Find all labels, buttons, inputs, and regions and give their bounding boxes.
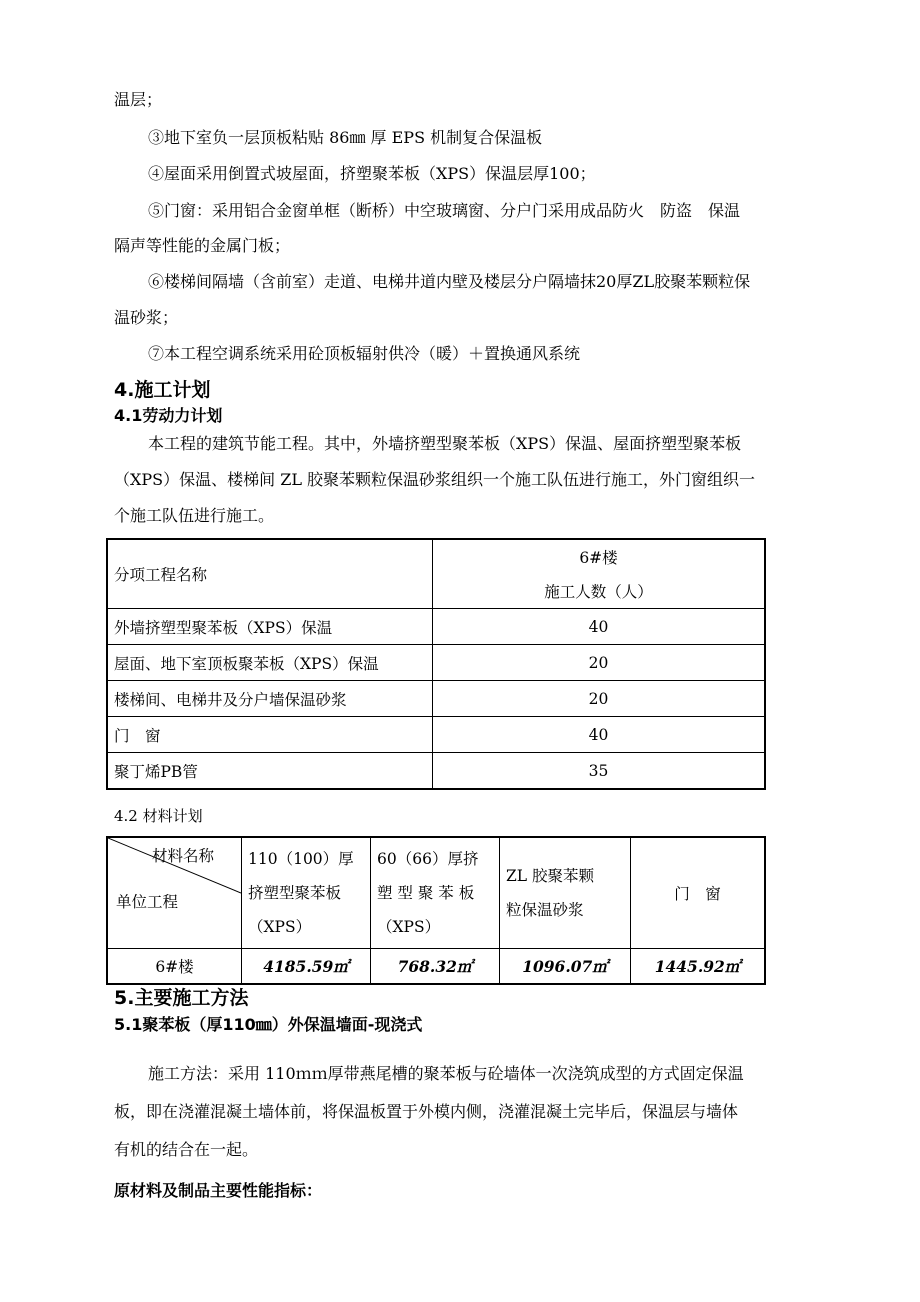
labor-plan-table <box>106 538 766 790</box>
paragraph-item-5-line1: ⑤门窗：采用铝合金窗单框（断桥）中空玻璃窗、分户门采用成品防火 防盗 保温 <box>148 201 741 220</box>
section-5-1-text-line3: 有机的结合在一起。 <box>114 1140 259 1159</box>
paragraph-item-3: ③地下室负一层顶板粘贴 86㎜ 厚 EPS 机制复合保温板 <box>148 128 543 147</box>
table-row <box>107 717 765 753</box>
material-row-label: 6#楼 <box>107 949 242 985</box>
material-value-zl-mortar: 1096.07㎡ <box>500 949 631 985</box>
material-col-xps-60 <box>371 837 500 949</box>
material-value-doors-windows: 1445.92㎡ <box>631 949 766 985</box>
material-table-header <box>107 837 765 949</box>
table-row <box>107 949 765 985</box>
col-line: （XPS） <box>248 918 312 936</box>
labor-item-count: 35 <box>433 753 766 790</box>
labor-item-name: 门 窗 <box>107 717 433 753</box>
section-4-1-text-line1: 本工程的建筑节能工程。其中，外墙挤塑型聚苯板（XPS）保温、屋面挤塑型聚苯板 <box>148 434 742 453</box>
diag-label-material: 材料名称 <box>152 847 215 865</box>
diagonal-header-cell <box>107 837 242 949</box>
paragraph-item-4: ④屋面采用倒置式坡屋面，挤塑聚苯板（XPS）保温层厚100； <box>148 164 596 183</box>
paragraph-item-6-line2: 温砂浆； <box>114 308 179 327</box>
materials-performance-heading: 原材料及制品主要性能指标： <box>114 1181 323 1200</box>
section-4-1-title: 4.1劳动力计划 <box>114 406 223 425</box>
section-5-title: 5.主要施工方法 <box>114 987 249 1009</box>
labor-item-count: 20 <box>433 681 766 717</box>
section-4-1-text-line2: （XPS）保温、楼梯间 ZL 胶聚苯颗粒保温砂浆组织一个施工队伍进行施工，外门窗组织一 <box>114 470 756 489</box>
col-line: ZL 胶聚苯颗 <box>506 867 594 885</box>
labor-item-count: 40 <box>433 609 766 645</box>
col-line: （XPS） <box>377 918 441 936</box>
section-5-1-text-line1: 施工方法：采用 110ｍｍ厚带燕尾槽的聚苯板与砼墙体一次浇筑成型的方式固定保温 <box>148 1064 744 1083</box>
col-line: 110（100）厚 <box>248 850 354 868</box>
paragraph-item-6-line1: ⑥楼梯间隔墙（含前室）走道、电梯井道内壁及楼层分户隔墙抹20厚ZL胶聚苯颗粒保 <box>148 272 751 291</box>
labor-item-name: 外墙挤塑型聚苯板（XPS）保温 <box>107 609 433 645</box>
section-4-title: 4.施工计划 <box>114 379 211 401</box>
paragraph-item-5-line2: 隔声等性能的金属门板； <box>114 236 291 255</box>
col-line: 塑 型 聚 苯 板 <box>377 884 475 902</box>
table-row <box>107 681 765 717</box>
material-plan-table <box>106 836 766 985</box>
table-row <box>107 645 765 681</box>
labor-header-item-name: 分项工程名称 <box>107 539 433 609</box>
labor-item-count: 40 <box>433 717 766 753</box>
labor-table-header <box>107 539 765 609</box>
col-line: 挤塑型聚苯板 <box>248 884 342 902</box>
material-value-xps-110: 4185.59㎡ <box>242 949 371 985</box>
labor-header-workers: 施工人数（人） <box>544 583 653 601</box>
material-value-xps-60: 768.32㎡ <box>371 949 500 985</box>
section-5-1-title: 5.1聚苯板（厚110㎜）外保温墙面-现浇式 <box>114 1015 423 1034</box>
table-row <box>107 609 765 645</box>
section-5-1-text-line2: 板，即在浇灌混凝土墙体前，将保温板置于外模内侧，浇灌混凝土完毕后，保温层与墙体 <box>114 1102 739 1121</box>
material-col-zl-mortar <box>500 837 631 949</box>
col-line: 粒保温砂浆 <box>506 901 584 919</box>
paragraph-continuation: 温层； <box>114 90 163 109</box>
labor-header-building: 6#楼 <box>579 549 618 567</box>
labor-item-name: 楼梯间、电梯井及分户墙保温砂浆 <box>107 681 433 717</box>
col-line: 60（66）厚挤 <box>377 850 479 868</box>
labor-header-count <box>433 539 766 609</box>
labor-item-name: 聚丁烯PB管 <box>107 753 433 790</box>
material-col-doors-windows: 门 窗 <box>631 837 766 949</box>
labor-item-name: 屋面、地下室顶板聚苯板（XPS）保温 <box>107 645 433 681</box>
section-4-1-text-line3: 个施工队伍进行施工。 <box>114 506 275 525</box>
material-col-xps-110 <box>242 837 371 949</box>
diag-label-unit: 单位工程 <box>116 893 179 911</box>
section-4-2-title: 4.2 材料计划 <box>114 807 203 825</box>
table-row <box>107 753 765 790</box>
labor-item-count: 20 <box>433 645 766 681</box>
paragraph-item-7: ⑦本工程空调系统采用砼顶板辐射供冷（暖）＋置换通风系统 <box>148 344 581 363</box>
